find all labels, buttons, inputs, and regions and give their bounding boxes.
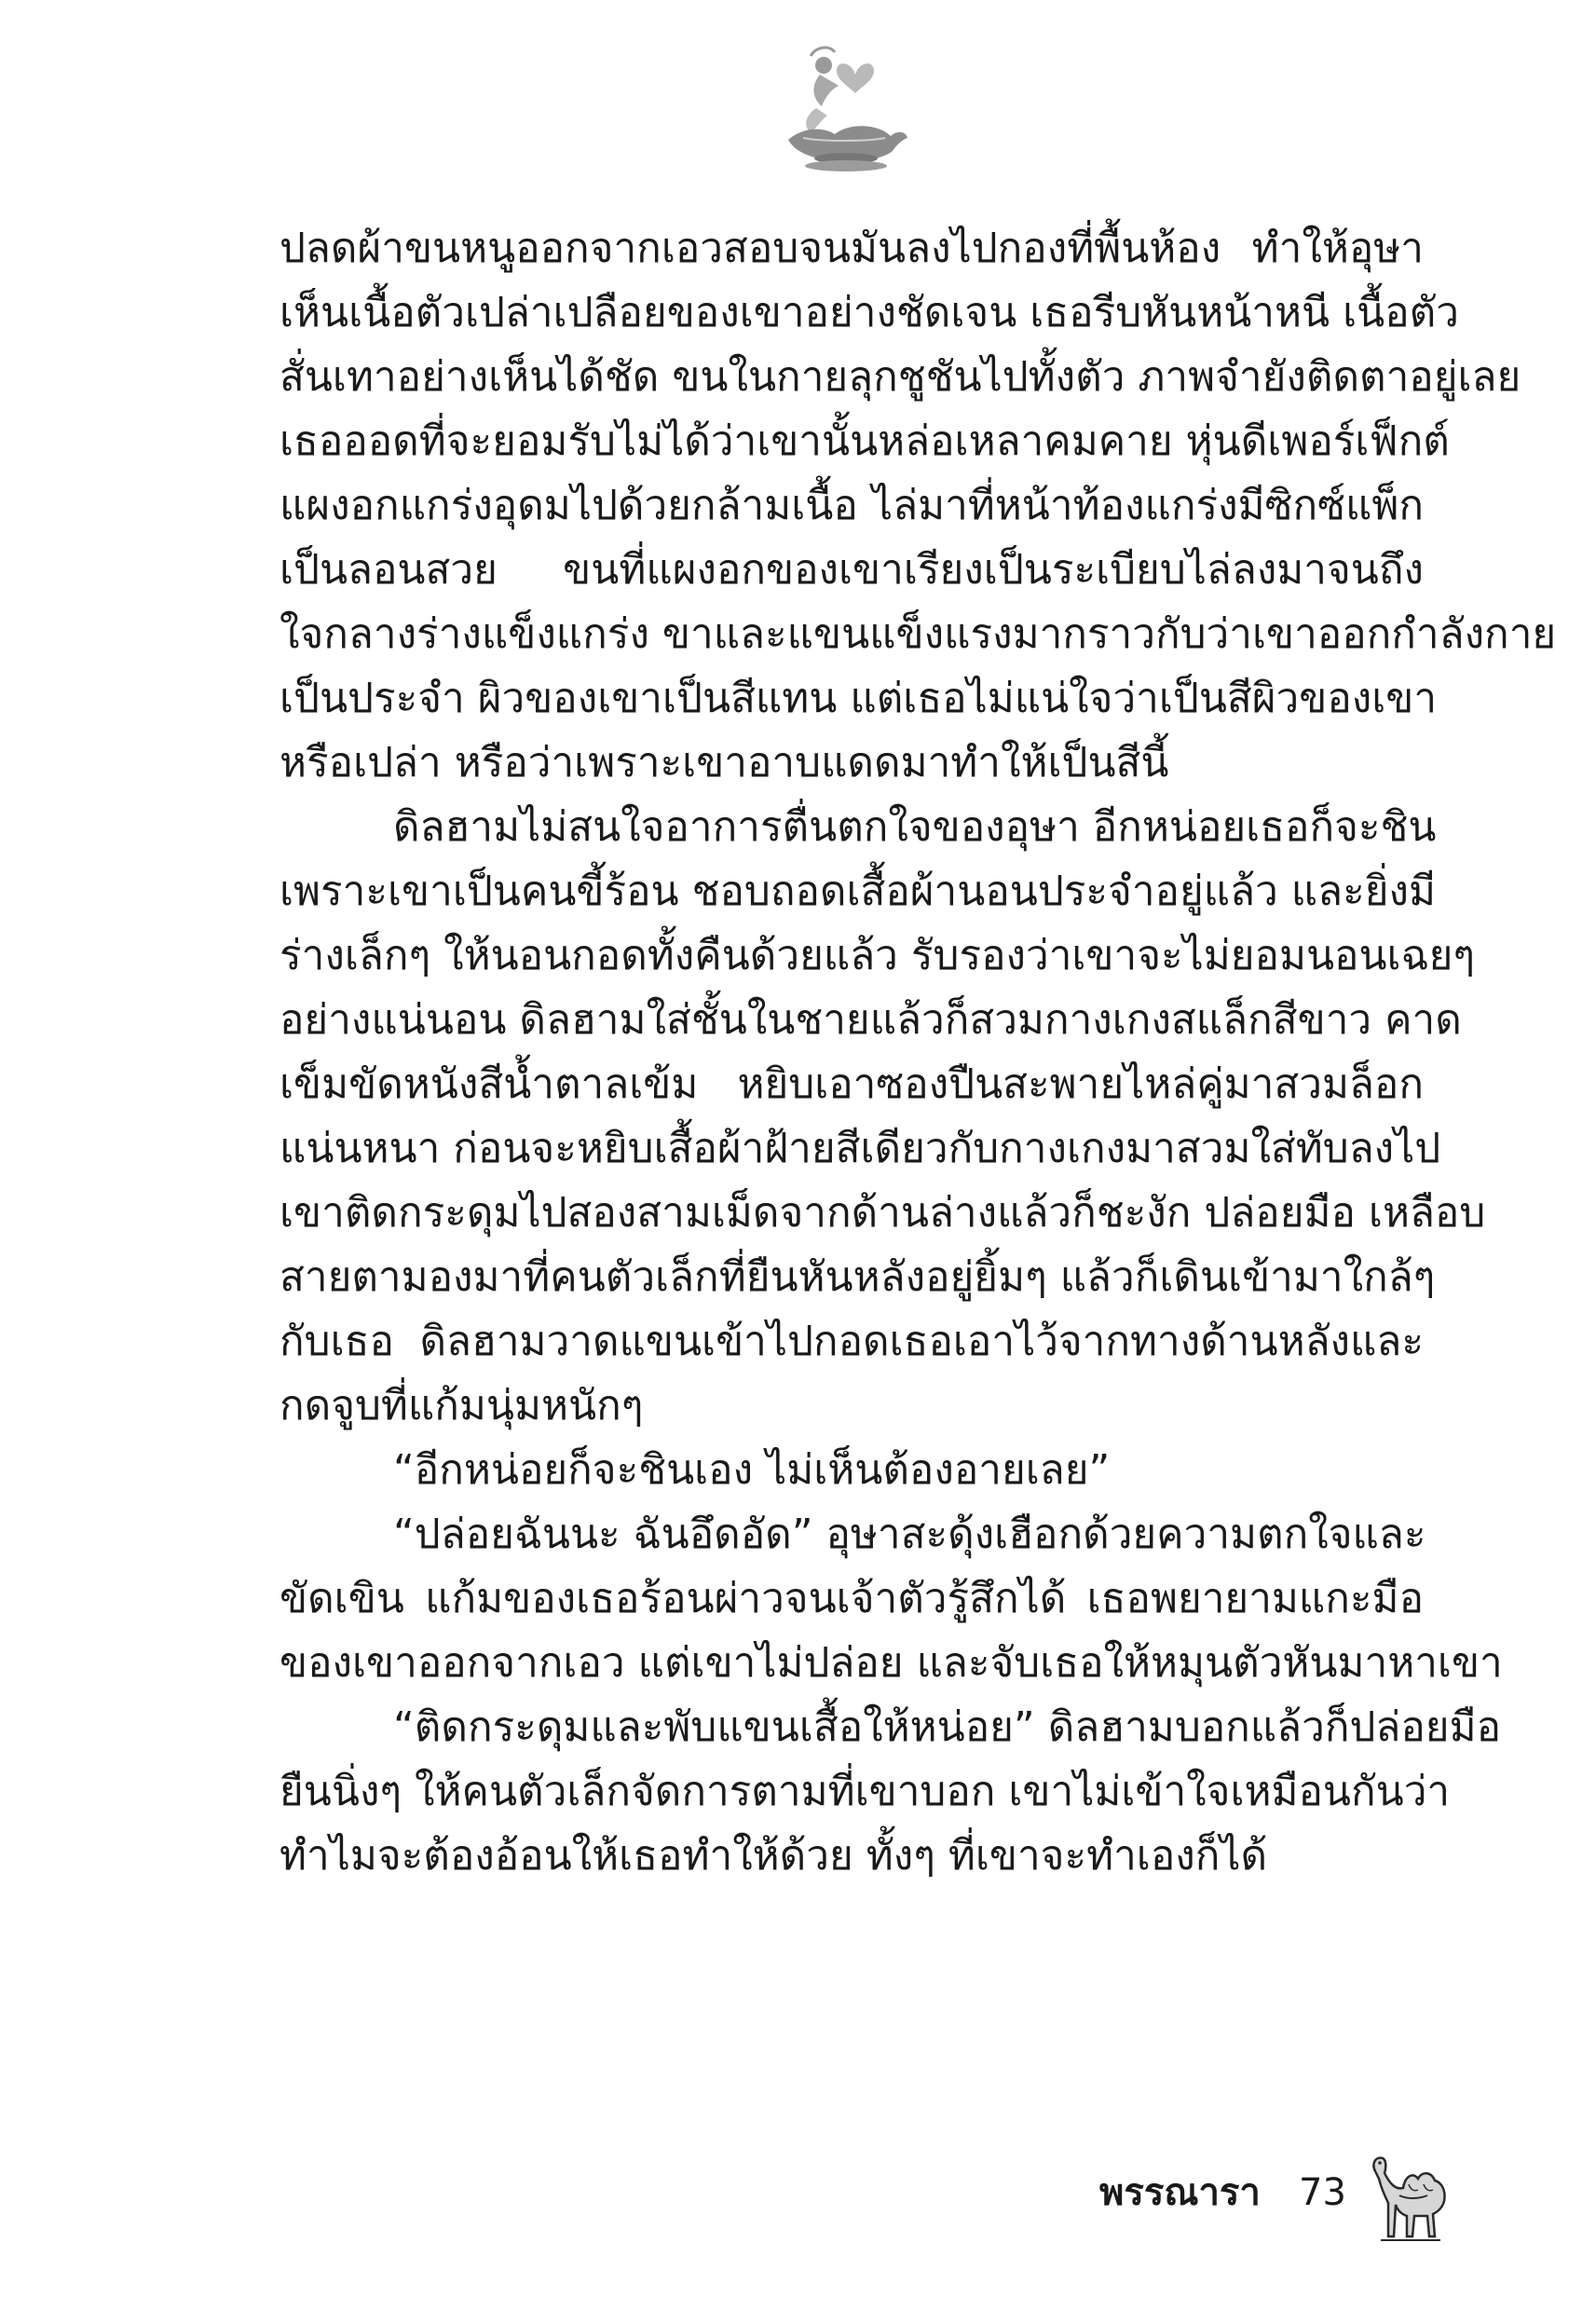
- text-line: ยืนนิ่งๆ ให้คนตัวเล็กจัดการตามที่เขาบอก เขาไม่เข้าใจเหมือนกันว่า: [280, 1768, 1451, 1815]
- text-line: แผงอกแกร่งอุดมไปด้วยกล้ามเนื้อ ไล่มาที่หน้าท้องแกร่งมีซิกซ์แพ็ก: [280, 482, 1424, 529]
- page-footer: [1099, 2143, 1453, 2246]
- text-line: ดิลฮามไม่สนใจอาการตื่นตกใจของอุษา อีกหน่อยเธอก็จะชิน: [393, 803, 1437, 851]
- genie-lamp-icon: [766, 37, 915, 177]
- text-line: ปลดผ้าขนหนูออกจากเอวสอบจนมันลงไปกองที่พื้นห้อง ทำให้อุษา: [280, 225, 1424, 272]
- text-line: อย่างแน่นอน ดิลฮามใส่ชั้นในชายแล้วก็สวมกางเกงสแล็กสีขาว คาด: [280, 996, 1462, 1044]
- page-number: 73: [1299, 2171, 1346, 2214]
- text-line: ร่างเล็กๆ ให้นอนกอดทั้งคืนด้วยแล้ว รับรองว่าเขาจะไม่ยอมนอนเฉยๆ: [280, 932, 1475, 979]
- text-line: “ติดกระดุมและพับแขนเสื้อให้หน่อย” ดิลฮามบอกแล้วก็ปล่อยมือ: [393, 1703, 1502, 1751]
- text-line: เพราะเขาเป็นคนขี้ร้อน ชอบถอดเสื้อผ้านอนประจำอยู่แล้ว และยิ่งมี: [280, 868, 1436, 915]
- text-line: เขาติดกระดุมไปสองสามเม็ดจากด้านล่างแล้วก็ชะงัก ปล่อยมือ เหลือบ: [280, 1189, 1486, 1237]
- text-line: “ปล่อยฉันนะ ฉันอึดอัด” อุษาสะดุ้งเฮือกด้วยความตกใจและ: [393, 1511, 1426, 1558]
- text-line: สายตามองมาที่คนตัวเล็กที่ยืนหันหลังอยู่ยิ้มๆ แล้วก็เดินเข้ามาใกล้ๆ: [280, 1253, 1436, 1301]
- text-line: ของเขาออกจากเอว แต่เขาไม่ปล่อย และจับเธอให้หมุนตัวหันมาหาเขา: [280, 1639, 1503, 1687]
- text-line: เธอออดที่จะยอมรับไม่ได้ว่าเขานั้นหล่อเหลาคมคาย หุ่นดีเพอร์เฟ็กต์: [280, 417, 1450, 465]
- camel-icon: [1362, 2143, 1455, 2246]
- book-title: พรรณารา: [1099, 2171, 1261, 2214]
- text-line: “อีกหน่อยก็จะชินเอง ไม่เห็นต้องอายเลย”: [393, 1446, 1111, 1494]
- text-line: ขัดเขิน แก้มของเธอร้อนผ่าวจนเจ้าตัวรู้สึกได้ เธอพยายามแกะมือ: [280, 1575, 1424, 1622]
- text-line: สั่นเทาอย่างเห็นได้ชัด ขนในกายลุกชูชันไปทั้งตัว ภาพจำยังติดตาอยู่เลย: [280, 353, 1521, 401]
- text-line: แน่นหนา ก่อนจะหยิบเสื้อผ้าฝ้ายสีเดียวกับกางเกงมาสวมใส่ทับลงไป: [280, 1125, 1441, 1172]
- text-line: เป็นประจำ ผิวของเขาเป็นสีแทน แต่เธอไม่แน่ใจว่าเป็นสีผิวของเขา: [280, 675, 1438, 722]
- text-line: เป็นลอนสวย ขนที่แผงอกของเขาเรียงเป็นระเบียบไล่ลงมาจนถึง: [280, 546, 1424, 594]
- text-line: เข็มขัดหนังสีน้ำตาลเข้ม หยิบเอาซองปืนสะพายไหล่คู่มาสวมล็อก: [280, 1060, 1424, 1108]
- text-line: กับเธอ ดิลฮามวาดแขนเข้าไปกอดเธอเอาไว้จากทางด้านหลังและ: [280, 1318, 1424, 1365]
- body-text: [280, 216, 1557, 1888]
- text-line: ใจกลางร่างแข็งแกร่ง ขาและแขนแข็งแรงมากราวกับว่าเขาออกกำลังกาย: [280, 610, 1557, 658]
- text-line: กดจูบที่แก้มนุ่มหนักๆ: [280, 1382, 644, 1429]
- text-line: หรือเปล่า หรือว่าเพราะเขาอาบแดดมาทำให้เป็นสีนี้: [280, 739, 1169, 786]
- text-line: ทำไมจะต้องอ้อนให้เธอทำให้ด้วย ทั้งๆ ที่เขาจะทำเองก็ได้: [280, 1832, 1268, 1880]
- text-line: เห็นเนื้อตัวเปล่าเปลือยของเขาอย่างชัดเจน เธอรีบหันหน้าหนี เนื้อตัว: [280, 289, 1459, 336]
